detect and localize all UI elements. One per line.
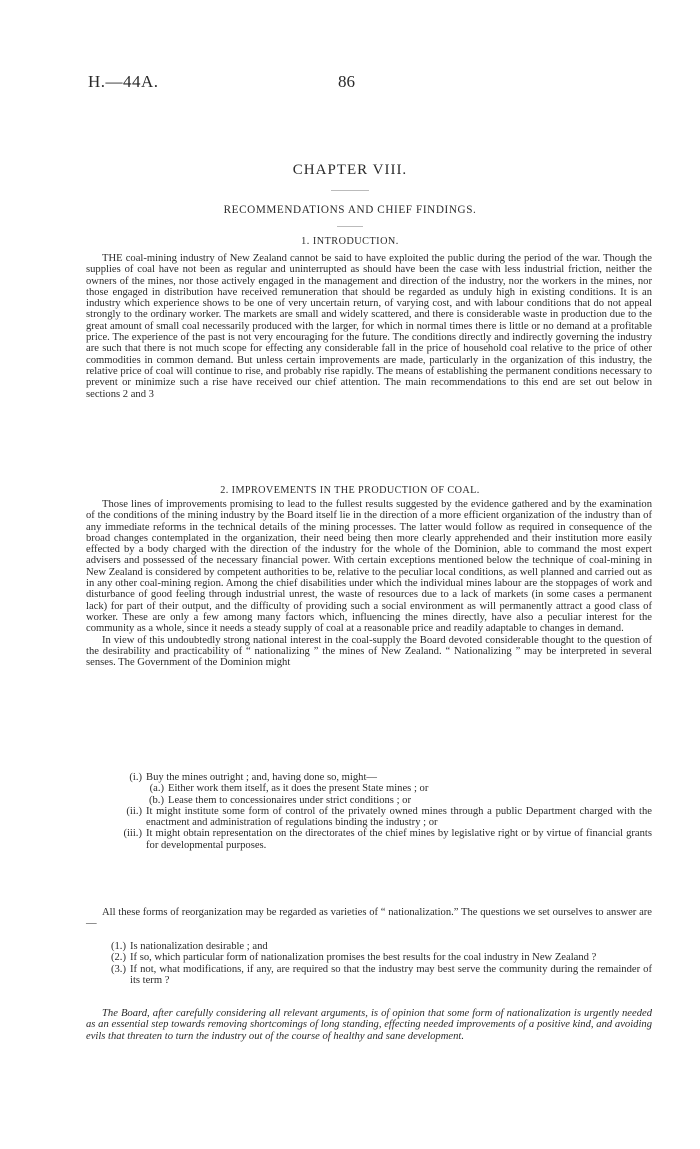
- page-number: 86: [338, 72, 355, 91]
- list-text: It might obtain representation on the directorates of the chief mines by legislative right or by virtue of financial grants for developmental purposes.: [146, 828, 652, 851]
- title-divider: [331, 190, 369, 191]
- list-number: (2.): [110, 952, 126, 964]
- list-text: Is nationalization desirable ; and: [130, 941, 268, 952]
- list-item: [126, 805, 652, 829]
- list-number: (iii.): [123, 828, 142, 840]
- list-item: [110, 963, 652, 987]
- paragraph: Those lines of improvements promising to lead to the fullest results suggested by the evidence gathered and by the examination of the conditions of the mining industry by the Board itself lie in the direction of a more efficient organization of the industry than of any immediate reforms in the technical details of the mining processes. The latter would follow as required in consequence of the broad changes contemplated in the organization, their need being then more clearly apprehended and their institution more easily effected by a body charged with the direction of the industry for the whole of the Dominion, able to command the most expert advisers and possessed of the necessary financial power. With certain exceptions mentioned below the technique of coal-mining in New Zealand is considered by competent authorities to be, relative to the peculiar local conditions, as well planned and carried out as in any other coal-mining region. Among the chief disabilities under which the individual mines labour are the stoppages of work and disturbance of good feeling through industrial unrest, the waste of resources due to a lack of markets (in some cases a permanent lack) for part of their output, and the difficulty of providing such a social environment as will permanently attract a good class of worker. These are only a few among many factors which, influencing the mines directly, have also a peculiar interest for the community as a whole, since it needs a steady supply of coal at a reasonable price and readily adaptable to changes in demand.: [86, 499, 652, 635]
- paragraph: The Board, after carefully considering all relevant arguments, is of opinion that some form of nationalization is urgently needed as an essential step towards removing shortcomings of long standing, effecting needed improvements of a positive kind, and avoiding evils that threaten to turn the industry out of the course of healthy and sane development.: [86, 1008, 652, 1042]
- board-conclusion: [86, 1008, 652, 1042]
- chapter-title: CHAPTER VIII.: [292, 162, 408, 178]
- list-number: (i.): [129, 772, 142, 783]
- section-heading-improvements: 2. IMPROVEMENTS IN THE PRODUCTION OF COAL.: [220, 485, 480, 496]
- introduction-paragraph: [86, 253, 652, 400]
- list-item: [110, 941, 652, 952]
- paragraph: THE coal-mining industry of New Zealand cannot be said to have exploited the public during the period of the war. Though the supplies of coal have not been as regular and uninterrupted as should have been the case with less industrial friction, neither the owners of the mines, nor those actively engaged in the management and direction of the industry, nor the workers in the mines, nor those engaged in distribution have received remuneration that should be regarded as unduly high in existing conditions. It is an industry which experience shows to be one of very uncertain return, of varying cost, and with labour conditions that do not appeal strongly to the ordinary worker. The markets are small and widely scattered, and there is considerable waste in production due to the great amount of small coal necessarily produced with the larger, for which in normal times there is little or no demand at a profitable price. The experience of the past is not very encouraging for the future. The conditions directly and indirectly governing the industry are such that there is not much scope for effecting any considerable fall in the price of household coal relative to the price of other commodities in common demand. But unless certain improvements are made, particularly in the organization of this industry, the relative price of coal will continue to rise, and probably rise rapidly. The means of establishing the permanent conditions necessary to prevent or minimize such a rise have received our chief attention. The main recommendations to this end are set out below in sections 2 and 3: [86, 253, 652, 400]
- reorganization-paragraph: [86, 907, 652, 930]
- subtitle-divider: [337, 226, 363, 227]
- list-item: [110, 952, 652, 964]
- list-item: [129, 772, 652, 783]
- options-list: [123, 772, 652, 851]
- list-number: (1.): [110, 941, 126, 952]
- list-text: Buy the mines outright ; and, having done so, might—: [146, 772, 377, 783]
- list-text: If so, which particular form of nationalization promises the best results for the coal industry in New Zealand ?: [130, 952, 597, 964]
- chapter-subtitle: RECOMMENDATIONS AND CHIEF FINDINGS.: [223, 204, 477, 216]
- paragraph: In view of this undoubtedly strong national interest in the coal-supply the Board devoted considerable thought to the question of the desirability and practicability of “ nationalizing ” the mines of New Zealand. “ Nationalizing ” may be interpreted in several senses. The Government of the Dominion might: [86, 634, 652, 669]
- improvements-section-body: [86, 499, 652, 668]
- list-text: It might institute some form of control of the privately owned mines through a public Department charged with the enactment and administration of regulations binding the industry ; or: [146, 805, 652, 829]
- list-item: [148, 794, 652, 806]
- list-text: Lease them to concessionaires under strict conditions ; or: [168, 794, 411, 806]
- list-number: (ii.): [126, 805, 142, 817]
- list-item: [123, 828, 652, 851]
- section-heading-introduction: 1. INTRODUCTION.: [301, 236, 399, 247]
- list-number: (3.): [110, 963, 126, 975]
- document-reference: H.—44A.: [88, 72, 159, 91]
- list-item: [149, 783, 652, 795]
- list-number: (a.): [149, 783, 164, 795]
- list-number: (b.): [148, 794, 164, 806]
- list-text: If not, what modifications, if any, are required so that the industry may best serve the community during the remainder of its term ?: [130, 963, 652, 986]
- paragraph: All these forms of reorganization may be regarded as varieties of “ nationalization.” The questions we set ourselves to answer are—: [86, 907, 652, 930]
- questions-list: [110, 941, 652, 986]
- list-text: Either work them itself, as it does the present State mines ; or: [168, 783, 429, 795]
